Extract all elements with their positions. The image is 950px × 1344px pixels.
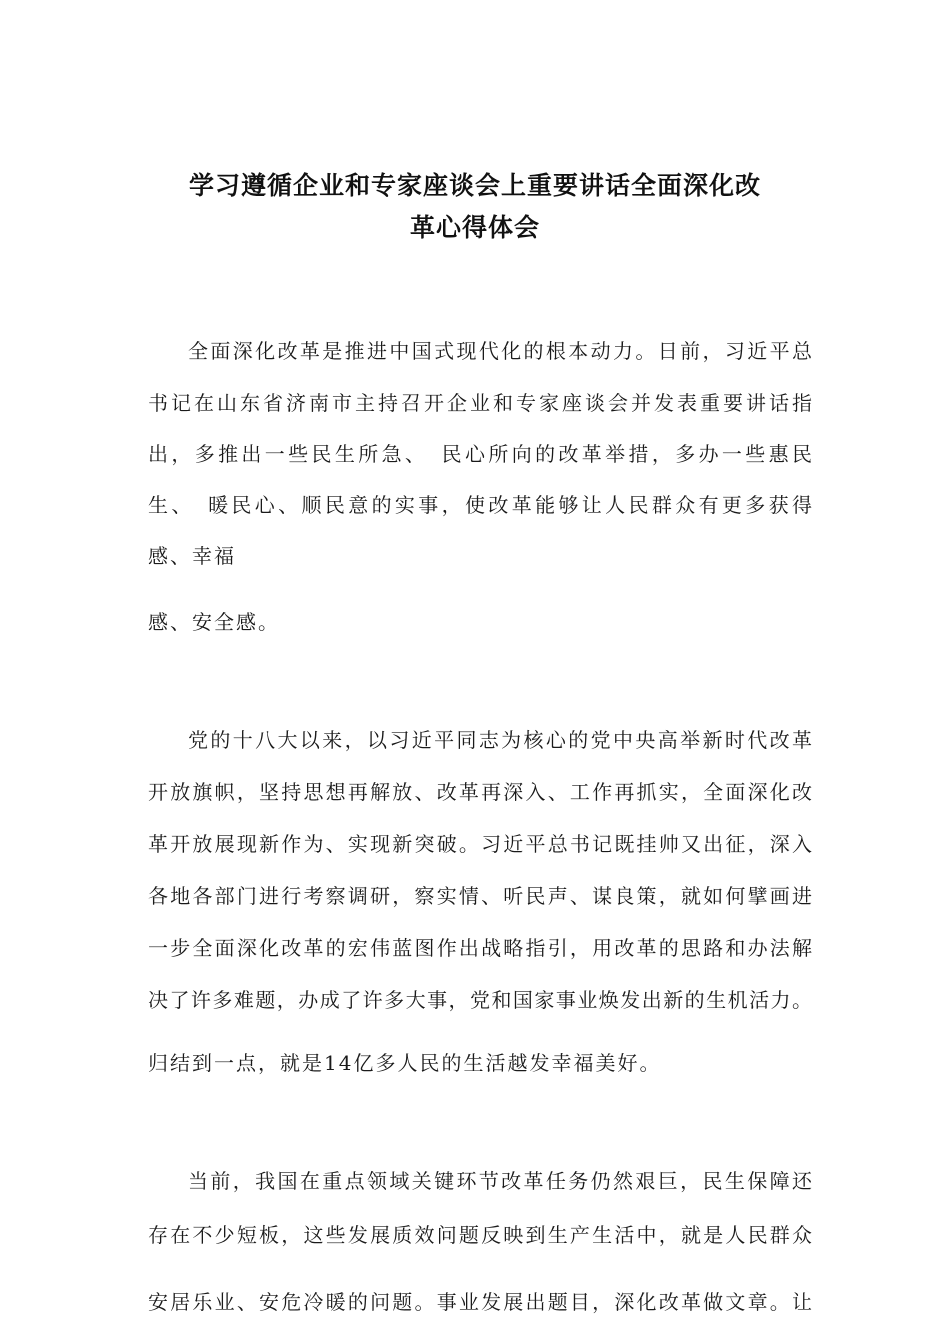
paragraph-line: 党的十八大以来，以习近平同志为核心的党中央高举新时代改革	[188, 728, 812, 752]
paragraph-line: 出，多推出一些民生所急、 民心所向的改革举措，多办一些惠民	[148, 442, 812, 466]
paragraph-line: 全面深化改革是推进中国式现代化的根本动力。日前，习近平总	[188, 339, 812, 363]
paragraph-line: 革开放展现新作为、实现新突破。习近平总书记既挂帅又出征，深入	[148, 832, 812, 856]
paragraph-line: 归结到一点，就是14亿多人民的生活越发幸福美好。	[148, 1051, 662, 1075]
paragraph-line: 开放旗帜，坚持思想再解放、改革再深入、工作再抓实，全面深化改	[148, 780, 812, 804]
paragraph-line: 一步全面深化改革的宏伟蓝图作出战略指引，用改革的思路和办法解	[148, 936, 812, 960]
paragraph-line: 决了许多难题，办成了许多大事，党和国家事业焕发出新的生机活力。	[148, 988, 812, 1012]
paragraph-line: 生、 暖民心、顺民意的实事，使改革能够让人民群众有更多获得	[148, 493, 812, 517]
paragraph-line: 感、安全感。	[148, 610, 280, 634]
paragraph-line: 感、幸福	[148, 544, 236, 568]
paragraph-line: 安居乐业、安危冷暖的问题。事业发展出题目，深化改革做文章。让	[148, 1290, 812, 1314]
paragraph-line: 各地各部门进行考察调研，察实情、听民声、谋良策，就如何擘画进	[148, 884, 812, 908]
document-title-line-1: 学习遵循企业和专家座谈会上重要讲话全面深化改	[188, 171, 761, 200]
paragraph-line: 当前，我国在重点领域关键环节改革任务仍然艰巨，民生保障还	[188, 1169, 812, 1193]
document-title-line-2: 革心得体会	[409, 213, 540, 242]
paragraph-line: 存在不少短板，这些发展质效问题反映到生产生活中，就是人民群众	[148, 1223, 812, 1247]
paragraph-line: 书记在山东省济南市主持召开企业和专家座谈会并发表重要讲话指	[148, 391, 812, 415]
